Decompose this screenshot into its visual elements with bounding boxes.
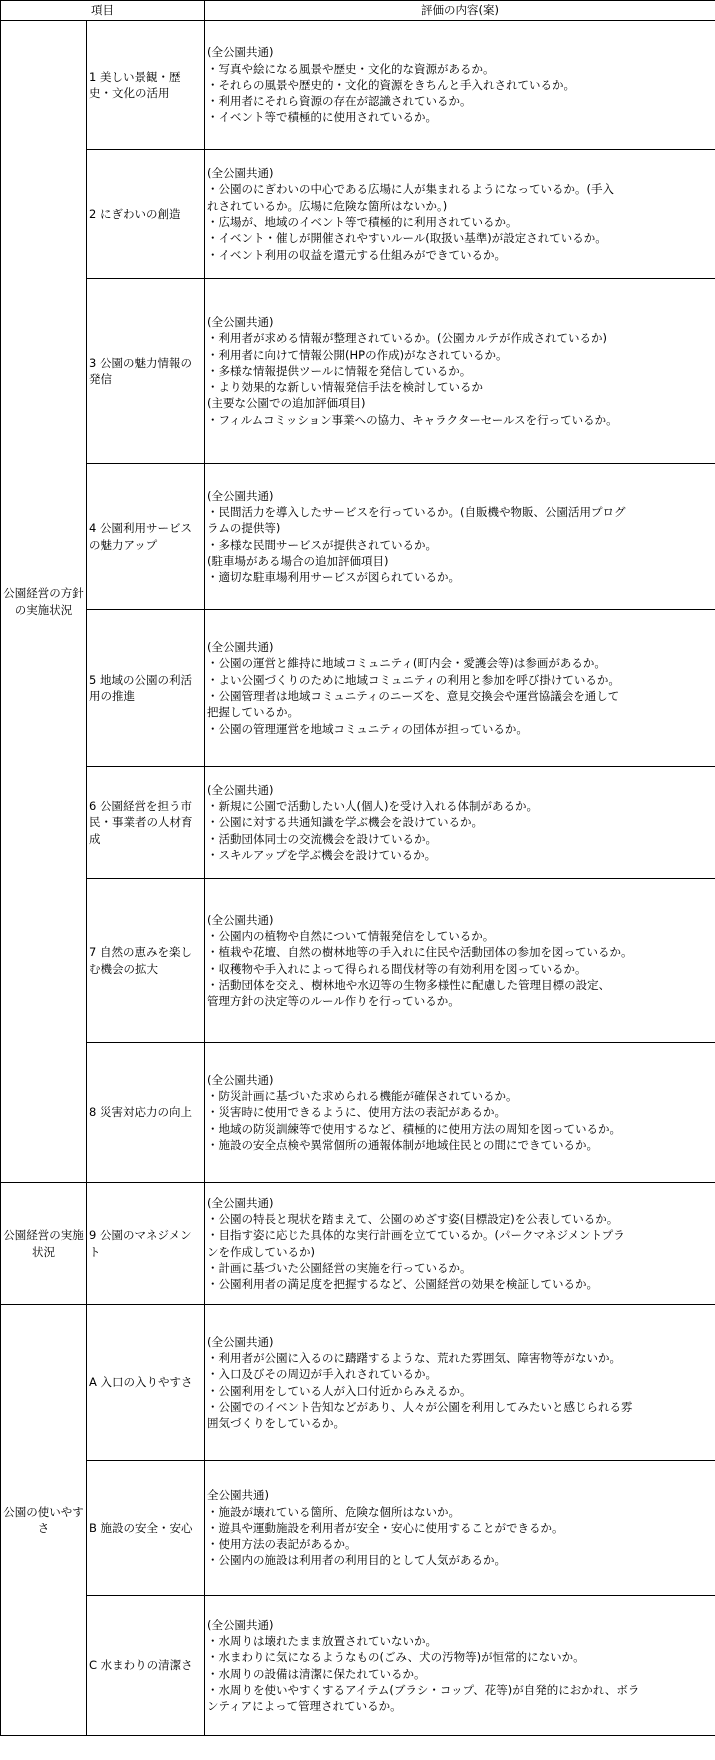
item-cell: 8 災害対応力の向上	[87, 1043, 205, 1183]
content-line: ラムの提供等)	[207, 521, 281, 536]
content-cell	[205, 150, 715, 279]
content-line: ・よい公園づくりのために地域コミュニティの利用と参加を呼び掛けているか。	[207, 672, 620, 687]
content-line: ・植栽や花壇、自然の樹林地等の手入れに住民や活動団体の参加を図っているか。	[207, 945, 633, 960]
table-row	[1, 610, 715, 767]
content-line: ・公園利用をしている人が入口付近からみえるか。	[207, 1383, 472, 1398]
category-cell: 公園の使いやすさ	[1, 1305, 87, 1736]
content-line: ・利用者が公園に入るのに躊躇するような、荒れた雰囲気、障害物等がないか。	[207, 1350, 621, 1365]
item-cell: 7 自然の恵みを楽しむ機会の拡大	[87, 879, 205, 1043]
header-content: 評価の内容(案)	[205, 1, 715, 21]
content-line: (全公園共通)	[207, 45, 274, 60]
item-cell: A 入口の入りやすさ	[87, 1305, 205, 1461]
item-cell: 5 地域の公園の利活用の推進	[87, 610, 205, 767]
content-line: ・公園の運営と維持に地域コミュニティ(町内会・愛護会等)は参画があるか。	[207, 656, 606, 671]
table-row	[1, 879, 715, 1043]
content-line: ・水まわりに気になるようなもの(ごみ、犬の汚物等)が恒常的にないか。	[207, 1650, 585, 1665]
content-line: ・地域の防災訓練等で使用するなど、積極的に使用方法の周知を図っているか。	[207, 1121, 621, 1136]
content-line: ・施設の安全点検や異常個所の通報体制が地域住民との間にできているか。	[207, 1137, 598, 1152]
content-line: ・写真や絵になる風景や歴史・文化的な資源があるか。	[207, 61, 495, 76]
content-cell	[205, 21, 715, 150]
content-cell	[205, 1461, 715, 1596]
content-line: ・計画に基づいた公園経営の実施を行っているか。	[207, 1260, 472, 1275]
item-cell: 1 美しい景観・歴史・文化の活用	[87, 21, 205, 150]
content-line: ンティアによって管理されているか。	[207, 1699, 402, 1714]
item-cell: B 施設の安全・安心	[87, 1461, 205, 1596]
table-row	[1, 1183, 715, 1305]
content-line: ンを作成しているか)	[207, 1244, 315, 1259]
content-line: (主要な公園での追加評価項目)	[207, 396, 366, 411]
content-line: (全公園共通)	[207, 782, 274, 797]
header-row	[1, 1, 715, 21]
content-line: (全公園共通)	[207, 314, 274, 329]
content-line: ・利用者が求める情報が整理されているか。(公園カルテが作成されているか)	[207, 331, 607, 346]
content-cell	[205, 1043, 715, 1183]
content-line: ・多様な民間サービスが提供されているか。	[207, 537, 437, 552]
table-row	[1, 279, 715, 464]
item-cell: 2 にぎわいの創造	[87, 150, 205, 279]
content-line: ・水周りは壊れたまま放置されていないか。	[207, 1633, 437, 1648]
content-line: ・広場が、地域のイベント等で積極的に利用されているか。	[207, 215, 518, 229]
content-line: ・イベント・催しが開催されやすいルール(取扱い基準)が設定されているか。	[207, 231, 607, 246]
content-cell	[205, 610, 715, 767]
content-line: 把握しているか。	[207, 705, 299, 720]
content-line: ・防災計画に基づいた求められる機能が確保されているか。	[207, 1089, 518, 1104]
content-line: (全公園共通)	[207, 166, 274, 181]
category-cell: 公園経営の方針の実施状況	[1, 21, 87, 1183]
content-line: ・活動団体を交え、樹林地や水辺等の生物多様性に配慮した管理目標の設定、	[207, 977, 611, 992]
table-row	[1, 1043, 715, 1183]
content-line: ・利用者に向けて情報公開(HPの作成)がなされているか。	[207, 347, 508, 362]
table-row	[1, 767, 715, 879]
table-row	[1, 464, 715, 610]
content-line: ・入口及びその周辺が手入れされているか。	[207, 1367, 437, 1382]
content-line: ・水周りを使いやすくするアイテム(ブラシ・コップ、花等)が自発的におかれ、ボラ	[207, 1682, 640, 1697]
table-row	[1, 150, 715, 279]
content-line: ・遊具や運動施設を利用者が安全・安心に使用することができるか。	[207, 1520, 564, 1535]
content-cell	[205, 879, 715, 1043]
content-line: ・公園利用者の満足度を把握するなど、公園経営の効果を検証しているか。	[207, 1277, 598, 1292]
content-line: (全公園共通)	[207, 488, 274, 503]
content-line: ・より効果的な新しい情報発信手法を検討しているか	[207, 380, 483, 395]
content-cell	[205, 767, 715, 879]
content-line: ・イベント等で積極的に使用されているか。	[207, 110, 437, 125]
content-line: ・利用者にそれら資源の存在が認識されているか。	[207, 94, 472, 109]
content-line: ・使用方法の表記があるか。	[207, 1537, 357, 1552]
content-line: (全公園共通)	[207, 1072, 274, 1087]
content-line: ・公園のにぎわいの中心である広場に人が集まれるようになっているか。(手入	[207, 182, 614, 197]
content-line: ・水周りの設備は清潔に保たれているか。	[207, 1666, 426, 1681]
item-cell: 9 公園のマネジメント	[87, 1183, 205, 1305]
content-line: (全公園共通)	[207, 1195, 274, 1210]
table-row	[1, 21, 715, 150]
item-cell: 4 公園利用サービスの魅力アップ	[87, 464, 205, 610]
content-line: (全公園共通)	[207, 912, 274, 927]
content-line: れされているか。広場に危険な箇所はないか。)	[207, 198, 448, 213]
content-line: ・活動団体同士の交流機会を設けているか。	[207, 831, 437, 846]
content-line: ・公園内の施設は利用者の利用目的として人気があるか。	[207, 1553, 506, 1568]
content-line: ・公園に対する共通知識を学ぶ機会を設けているか。	[207, 815, 483, 830]
content-line: ・公園でのイベント告知などがあり、人々が公園を利用してみたいと感じられる雰	[207, 1399, 633, 1414]
content-cell	[205, 1183, 715, 1305]
content-line: ・適切な駐車場利用サービスが図られているか。	[207, 570, 460, 585]
content-line: ・それらの風景や歴史的・文化的資源をきちんと手入れされているか。	[207, 77, 575, 92]
table-row	[1, 1305, 715, 1461]
content-line: (駐車場がある場合の追加評価項目)	[207, 553, 389, 568]
content-line: ・公園管理者は地域コミュニティのニーズを、意見交換会や運営協議会を通して	[207, 689, 620, 703]
content-line: ・収穫物や手入れによって得られる間伐材等の有効利用を図っているか。	[207, 961, 587, 976]
content-line: (全公園共通)	[207, 1617, 274, 1632]
content-line: ・公園内の植物や自然について情報発信をしているか。	[207, 928, 495, 943]
content-line: ・公園の特長と現状を踏まえて、公園のめざす姿(目標設定)を公表しているか。	[207, 1211, 619, 1226]
table-row	[1, 1461, 715, 1596]
content-cell	[205, 464, 715, 610]
content-line: ・イベント利用の収益を還元する仕組みができているか。	[207, 247, 506, 262]
content-line: 全公園共通)	[207, 1488, 269, 1503]
content-cell	[205, 1305, 715, 1461]
category-cell: 公園経営の実施状況	[1, 1183, 87, 1305]
item-cell: C 水まわりの清潔さ	[87, 1596, 205, 1736]
item-cell: 3 公園の魅力情報の発信	[87, 279, 205, 464]
content-cell	[205, 1596, 715, 1736]
content-line: (全公園共通)	[207, 640, 274, 655]
content-line: ・フィルムコミッション事業への協力、キャラクターセールスを行っているか。	[207, 412, 618, 427]
content-line: ・多様な情報提供ツールに情報を発信しているか。	[207, 363, 472, 378]
content-line: ・スキルアップを学ぶ機会を設けているか。	[207, 847, 437, 862]
content-line: ・新規に公園で活動したい人(個人)を受け入れる体制があるか。	[207, 799, 538, 814]
content-line: ・目指す姿に応じた具体的な実行計画を立てているか。(パークマネジメントプラ	[207, 1228, 625, 1243]
content-line: (全公園共通)	[207, 1334, 274, 1349]
content-cell	[205, 279, 715, 464]
content-line: ・施設が壊れている箇所、危険な個所はないか。	[207, 1504, 460, 1519]
content-line: ・公園の管理運営を地域コミュニティの団体が担っているか。	[207, 721, 528, 736]
header-item: 項目	[1, 1, 205, 21]
table-row	[1, 1596, 715, 1736]
content-line: ・民間活力を導入したサービスを行っているか。(自販機や物販、公園活用プログ	[207, 504, 626, 519]
content-line: 管理方針の決定等のルール作りを行っているか。	[207, 994, 460, 1009]
content-line: ・災害時に使用できるように、使用方法の表記があるか。	[207, 1105, 506, 1120]
item-cell: 6 公園経営を担う市民・事業者の人材育成	[87, 767, 205, 879]
content-line: 囲気づくりをしているか。	[207, 1416, 345, 1431]
